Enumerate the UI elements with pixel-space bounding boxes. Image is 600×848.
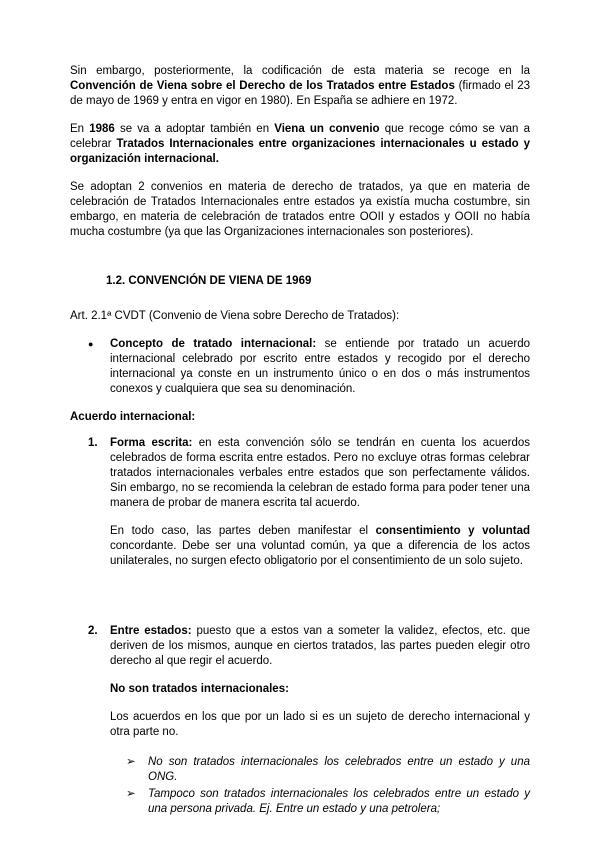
paragraph-intro: Sin embargo, posteriormente, la codificación de esta materia se recoge en la Convención de Viena sobre el Derecho de los Tratados entre Estados (firmado el 23 de mayo de 1969 y entra en vigor en 1980). En España se adhiere en 1972. <box>70 65 530 107</box>
arrow-item-persona-privada <box>70 787 530 817</box>
paragraph-acuerdos-mixtos: Los acuerdos en los que por un lado si es un sujeto de derecho internacional y otra parte no. <box>110 711 530 738</box>
arrow-item-text: No son tratados internacionales los celebrados entre un estado y una ONG. <box>148 756 530 783</box>
arrow-icon: ➢ <box>126 756 136 768</box>
arrow-icon: ➢ <box>126 788 136 800</box>
paragraph-dos-convenios: Se adoptan 2 convenios en materia de derecho de tratados, ya que en materia de celebración de Tratados Internacionales entre estados ya existía mucha costumbre, sin embargo, en materia de celebración de tratados entre OOII y estados y OOII no había mucha costumbre (ya que las Organizaciones internacionales son posteriores). <box>70 181 530 238</box>
heading-no-son-tratados: No son tratados internacionales: <box>110 683 289 695</box>
arrow-item-text: Tampoco son tratados internacionales los celebrados entre un estado y una persona privada. Ej. Entre un estado y una petrolera; <box>148 788 530 815</box>
bullet-item-text: Concepto de tratado internacional: se entiende por tratado un acuerdo internacional celebrado por escrito entre estados y recogido por el derecho internacional ya conste en un instrumento único o en dos o más instrumentos conexos y cualquiera que sea su denominación. <box>110 338 530 395</box>
bullet-icon: ● <box>88 339 94 349</box>
item-number: 1. <box>88 437 98 449</box>
numbered-item-text: Forma escrita: en esta convención sólo se tendrán en cuenta los acuerdos celebrados de forma escrita entre estados. Pero no excluye otras formas celebrar tratados internacionales verbales entre estados que son perfectamente válidos. Sin embargo, no se recomienda la celebran de estado forma para poder tener una manera de probar de manera escrita tal acuerdo. <box>110 437 530 509</box>
numbered-item-text: Entre estados: puesto que a estos van a someter la validez, efectos, etc. que deriven de los mismos, aunque en ciertos tratados, las partes pueden elegir otro derecho al que regir el acuerdo. <box>110 625 531 667</box>
section-heading: 1.2. CONVENCIÓN DE VIENA DE 1969 <box>106 275 312 287</box>
numbered-item-forma-escrita <box>70 436 530 511</box>
paragraph-convenio-1986: En 1986 se va a adoptar también en Viena un convenio que recoge cómo se van a celebrar Tratados Internacionales entre organizaciones internacionales u estado y organización internacional. <box>70 123 530 165</box>
heading-acuerdo-internacional: Acuerdo internacional: <box>70 411 196 423</box>
bullet-item-concepto <box>70 337 530 397</box>
arrow-item-ong <box>70 755 530 785</box>
item-number: 2. <box>88 625 98 637</box>
paragraph-consentimiento: En todo caso, las partes deben manifestar el consentimiento y voluntad concordante. Debe ser una voluntad común, ya que a diferencia de los actos unilaterales, no surgen efecto obligatorio por el consentimiento de un solo sujeto. <box>110 525 530 567</box>
numbered-item-entre-estados <box>70 624 530 669</box>
art-reference: Art. 2.1ª CVDT (Convenio de Viena sobre Derecho de Tratados): <box>70 310 400 322</box>
